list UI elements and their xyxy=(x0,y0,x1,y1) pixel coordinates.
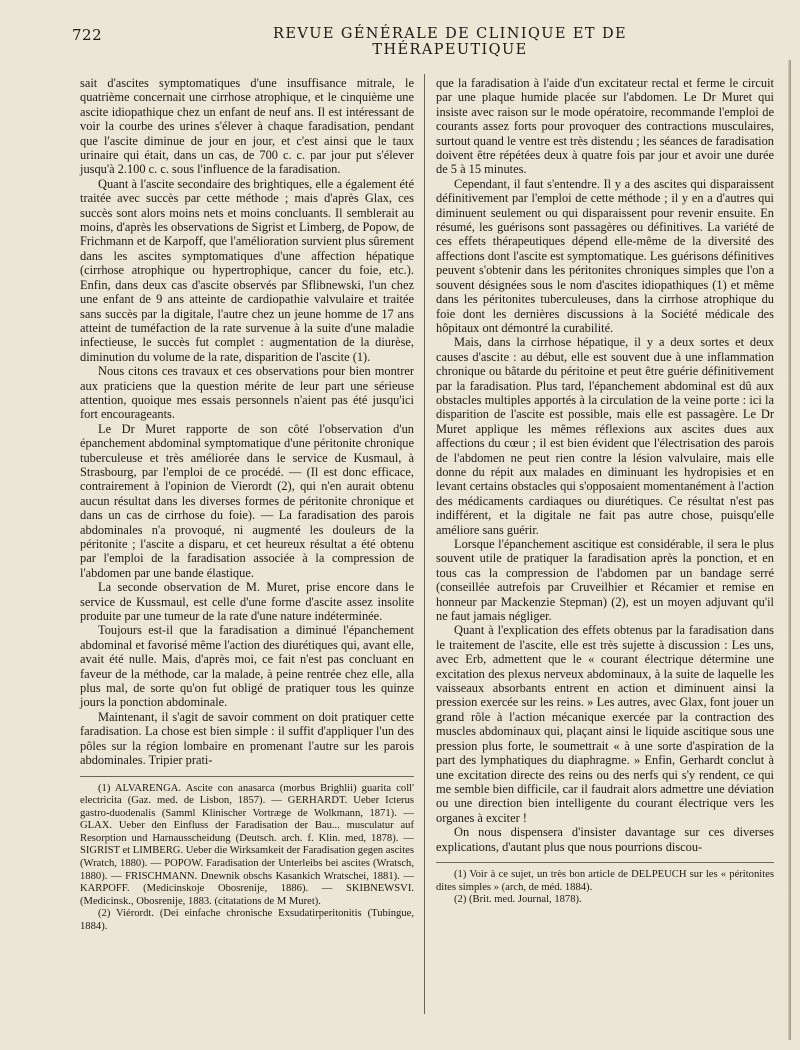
page-number: 722 xyxy=(72,26,103,44)
footnote: (2) (Brit. med. Journal, 1878). xyxy=(454,894,582,906)
paragraph: On nous dispensera d'insister davantage sur ces diverses explications, d'autant plus que nous pourrions discou- xyxy=(436,825,774,854)
paragraph: Nous citons ces travaux et ces observations pour bien montrer aux praticiens que la question mérite de leur part une sérieuse attention, quoique mes essais personnels n'aient pas été jusqu'ici fort encourageants. xyxy=(80,364,414,422)
paragraph: Lorsque l'épanchement ascitique est considérable, il sera le plus souvent utile de pratiquer la faradisation après la ponction, et en tous cas la compression de l'abdomen par un bandage serré (conseillée autrefois par Cruveilhier et Récamier et remise en honneur par Mackenzie Stepman) (2), est un moyen adjuvant qu'il ne faut jamais négliger. xyxy=(436,537,774,624)
paragraph: Maintenant, il s'agit de savoir comment on doit pratiquer cette faradisation. La chose est bien simple : il suffit d'appliquer l'un des pôles sur la région lombaire en promenant l'autre sur les parois abdominales. Tripier prati- xyxy=(80,709,414,768)
right-column xyxy=(436,76,774,907)
footnote-rule xyxy=(80,776,414,777)
paragraph: que la faradisation à l'aide d'un excitateur rectal et ferme le circuit par une plaque humide placée sur l'abdomen. Le Dr Muret qui insiste avec raison sur le mode opératoire, recommande l'emploi de courants assez forts pour provoquer des contractions musculaires, surtout quand le ventre est très distendu ; les séances de faradisation doivent être répétées deux à quatre fois par jour et avoir une durée de 5 à 15 minutes. xyxy=(436,76,774,177)
page-edge xyxy=(788,60,791,1040)
footnote-rule xyxy=(436,862,774,863)
column-divider xyxy=(424,74,425,1014)
paragraph: Cependant, il faut s'entendre. Il y a des ascites qui disparaissent définitivement par l'emploi de cette méthode ; il y en a d'autres qui diminuent seulement ou qui disparaissent pour revenir ensuite. En résumé, les guérisons sont passagères ou définitives. La variété de ces effets thérapeutiques dépend elle-même de la diversité des affections dont l'ascite est symptomatique. Les guérisons définitives peuvent s'obtenir dans les péritonites chroniques simples que l'on a souvent désignées sous le nom d'ascites idiopathiques (1) et même dans les péritonites tuberculeuses, dans la cirrhose atrophique du foie dont les dernières discussions à la Société médicale des hôpitaux ont démontré la curabilité. xyxy=(436,176,774,335)
page-header xyxy=(0,22,800,58)
paragraph: sait d'ascites symptomatiques d'une insuffisance mitrale, le quatrième concernait une cirrhose atrophique, et le cinquième une ascite idiopathique chez un enfant de neuf ans. Il est intéressant de voir la courbe des urines s'élever à chaque faradisation, pendant que l'ascite diminue de jour en jour, et c'est ainsi que le taux urinaire qui était, dans un cas, de 700 c. c. par jour put s'élever jusqu'à 2.100 c. c. sous l'influence de la faradisation. xyxy=(80,76,414,177)
footnote: (1) Voir à ce sujet, un très bon article de DELPEUCH sur les « péritonites dites simples » (arch, de méd. 1884). xyxy=(436,868,774,893)
running-title: REVUE GÉNÉRALE DE CLINIQUE ET DE THÉRAPEUTIQUE xyxy=(273,26,627,58)
footnote: (2) Viérordt. (Dei einfache chronische Exsudatirperitonitis (Tubingue, 1884). xyxy=(80,908,414,933)
paragraph: Mais, dans la cirrhose hépatique, il y a deux sortes et deux causes d'ascite : au début, elle est souvent due à une inflammation chronique ou bâtarde du péritoine et peut être guérie définitivement par la faradisation. Plus tard, l'épanchement abdominal est dû aux obstacles multiples apportés à la circulation de la veine porte : ici la disparition de l'ascite est possible, mais elle est passagère. Le Dr Muret applique les mêmes réflexions aux ascites dues aux affections du cœur ; il est bien évident que l'électrisation des parois de l'abdomen ne peut rien contre la lésion valvulaire, mais elle donne du répit aux malades en diminuant les hydropisies et en levant certains obstacles qui s'opposaient momentanément à l'action des médicaments cardiaques ou diurétiques. Ce résultat n'est pas indifférent, et la digitale ne fait pas autre chose, puisqu'elle améliore sans guérir. xyxy=(436,335,774,537)
paragraph: Le Dr Muret rapporte de son côté l'observation d'un épanchement abdominal symptomatique d'une péritonite chronique tuberculeuse et très améliorée dans le service de Kusmaul, à Strasbourg, par l'emploi de ce procédé. — (Il est donc efficace, contrairement à l'opinion de Vierordt (2), qui n'en aurait obtenu aucun résultat dans les diverses formes de péritonite chronique et dans un cas de cirrhose du foie). — La faradisation des parois abdominales n'a provoqué, ni augmenté les douleurs de la péritonite ; l'ascite a disparu, et cet heureux résultat a été obtenu par l'emploi de la faradisation associée à la compression de l'abdomen par une bande élastique. xyxy=(80,421,414,580)
left-column xyxy=(80,76,414,934)
paragraph: Quant à l'ascite secondaire des brightiques, elle a également été traitée avec succès par cette méthode ; mais d'après Glax, ces succès sont alors moins nets et moins concluants. Il semblerait au moins, d'après les observations de Sigrist et Limberg, de Popow, de Frichmann et de Karpoff, que l'amélioration survient plus sûrement dans les ascites symptomatiques d'une affection hépatique (cirrhose atrophique ou hypertrophique, cancer du foie, etc.). Enfin, dans deux cas d'ascite observés par Sflibnewski, l'un chez une enfant de 9 ans atteinte de cardiopathie valvulaire et traitée sans succès par la digitale, l'autre chez un jeune homme de 17 ans atteint de tuméfaction de la rate survenue à la suite d'une maladie infectieuse, le succès fut complet : augmentation de la diurèse, diminution du volume de la rate, disparition de l'ascite (1). xyxy=(80,176,414,364)
paragraph: Quant à l'explication des effets obtenus par la faradisation dans le traitement de l'ascite, elle est très sujette à discussion : Les uns, avec Erb, admettent que le « courant électrique détermine une excitation des plexus nerveux abdominaux, à la suite de laquelle les vaisseaux absorbants entrent en action et diminuent ainsi la pression exercée sur les reins. » Les autres, avec Glax, font jouer un grand rôle à l'action mécanique exercée par la contraction des muscles abdominaux qui, plaçant ainsi le liquide ascitique sous une pression plus forte, le soumettrait « à une sorte d'aspiration de la part des lymphatiques du diaphragme. » Enfin, Gerhardt conclut à une excitation directe des reins ou des nerfs qui s'y rendent, ce qui me semble bien difficile, car il faudrait alors admettre une déviation ou une direction bien intelligente du courant électrique vers les organes à exciter ! xyxy=(436,623,774,825)
paragraph: Toujours est-il que la faradisation a diminué l'épanchement abdominal et favorisé même l'action des diurétiques qui, avant elle, avait été nulle. Mais, d'après moi, ce fait n'est pas concluant en faveur de la méthode, car la malade, à peine rentrée chez elle, alla plus mal, de sorte qu'on fut obligé de pratiquer tous les quinze jours la ponction abdominale. xyxy=(80,623,414,710)
footnote: (1) ALVARENGA. Ascite con anasarca (morbus Brighlii) guarita coll' electricita (Gaz. med. de Lisbon, 1857). — GERHARDT. Ueber Icterus gastro-duodenalis (Samml Klinischer Vortræge de Wolkmann, 1871). — GLAX. Ueber den Einfluss der Faradisation der Bau... musculatur auf Resorption und Harnausscheidung (Deutsch. arch. f. Klin. med, 1878). — SIGRIST et LIMBERG. Ueber die Wirksamkeit der Faradisation gegen ascites (Wratch, 1880). — POPOW. Faradisation der Unterleibs bei ascites (Wratsch, 1880). — FRISCHMANN. Dnewnik obschs Kasankich Wratschei, 1881). — KARPOFF. (Medicinskoje Obosrenije, 1886). — SKIBNEWSVI. (Medicinsk., Obosrenije, 1883. (citatations de M Muret). xyxy=(80,782,414,907)
paragraph: La seconde observation de M. Muret, prise encore dans le service de Kussmaul, est celle d'une forme d'ascite assez insolite produite par une tumeur de la rate d'une nature indéterminée. xyxy=(80,580,414,624)
